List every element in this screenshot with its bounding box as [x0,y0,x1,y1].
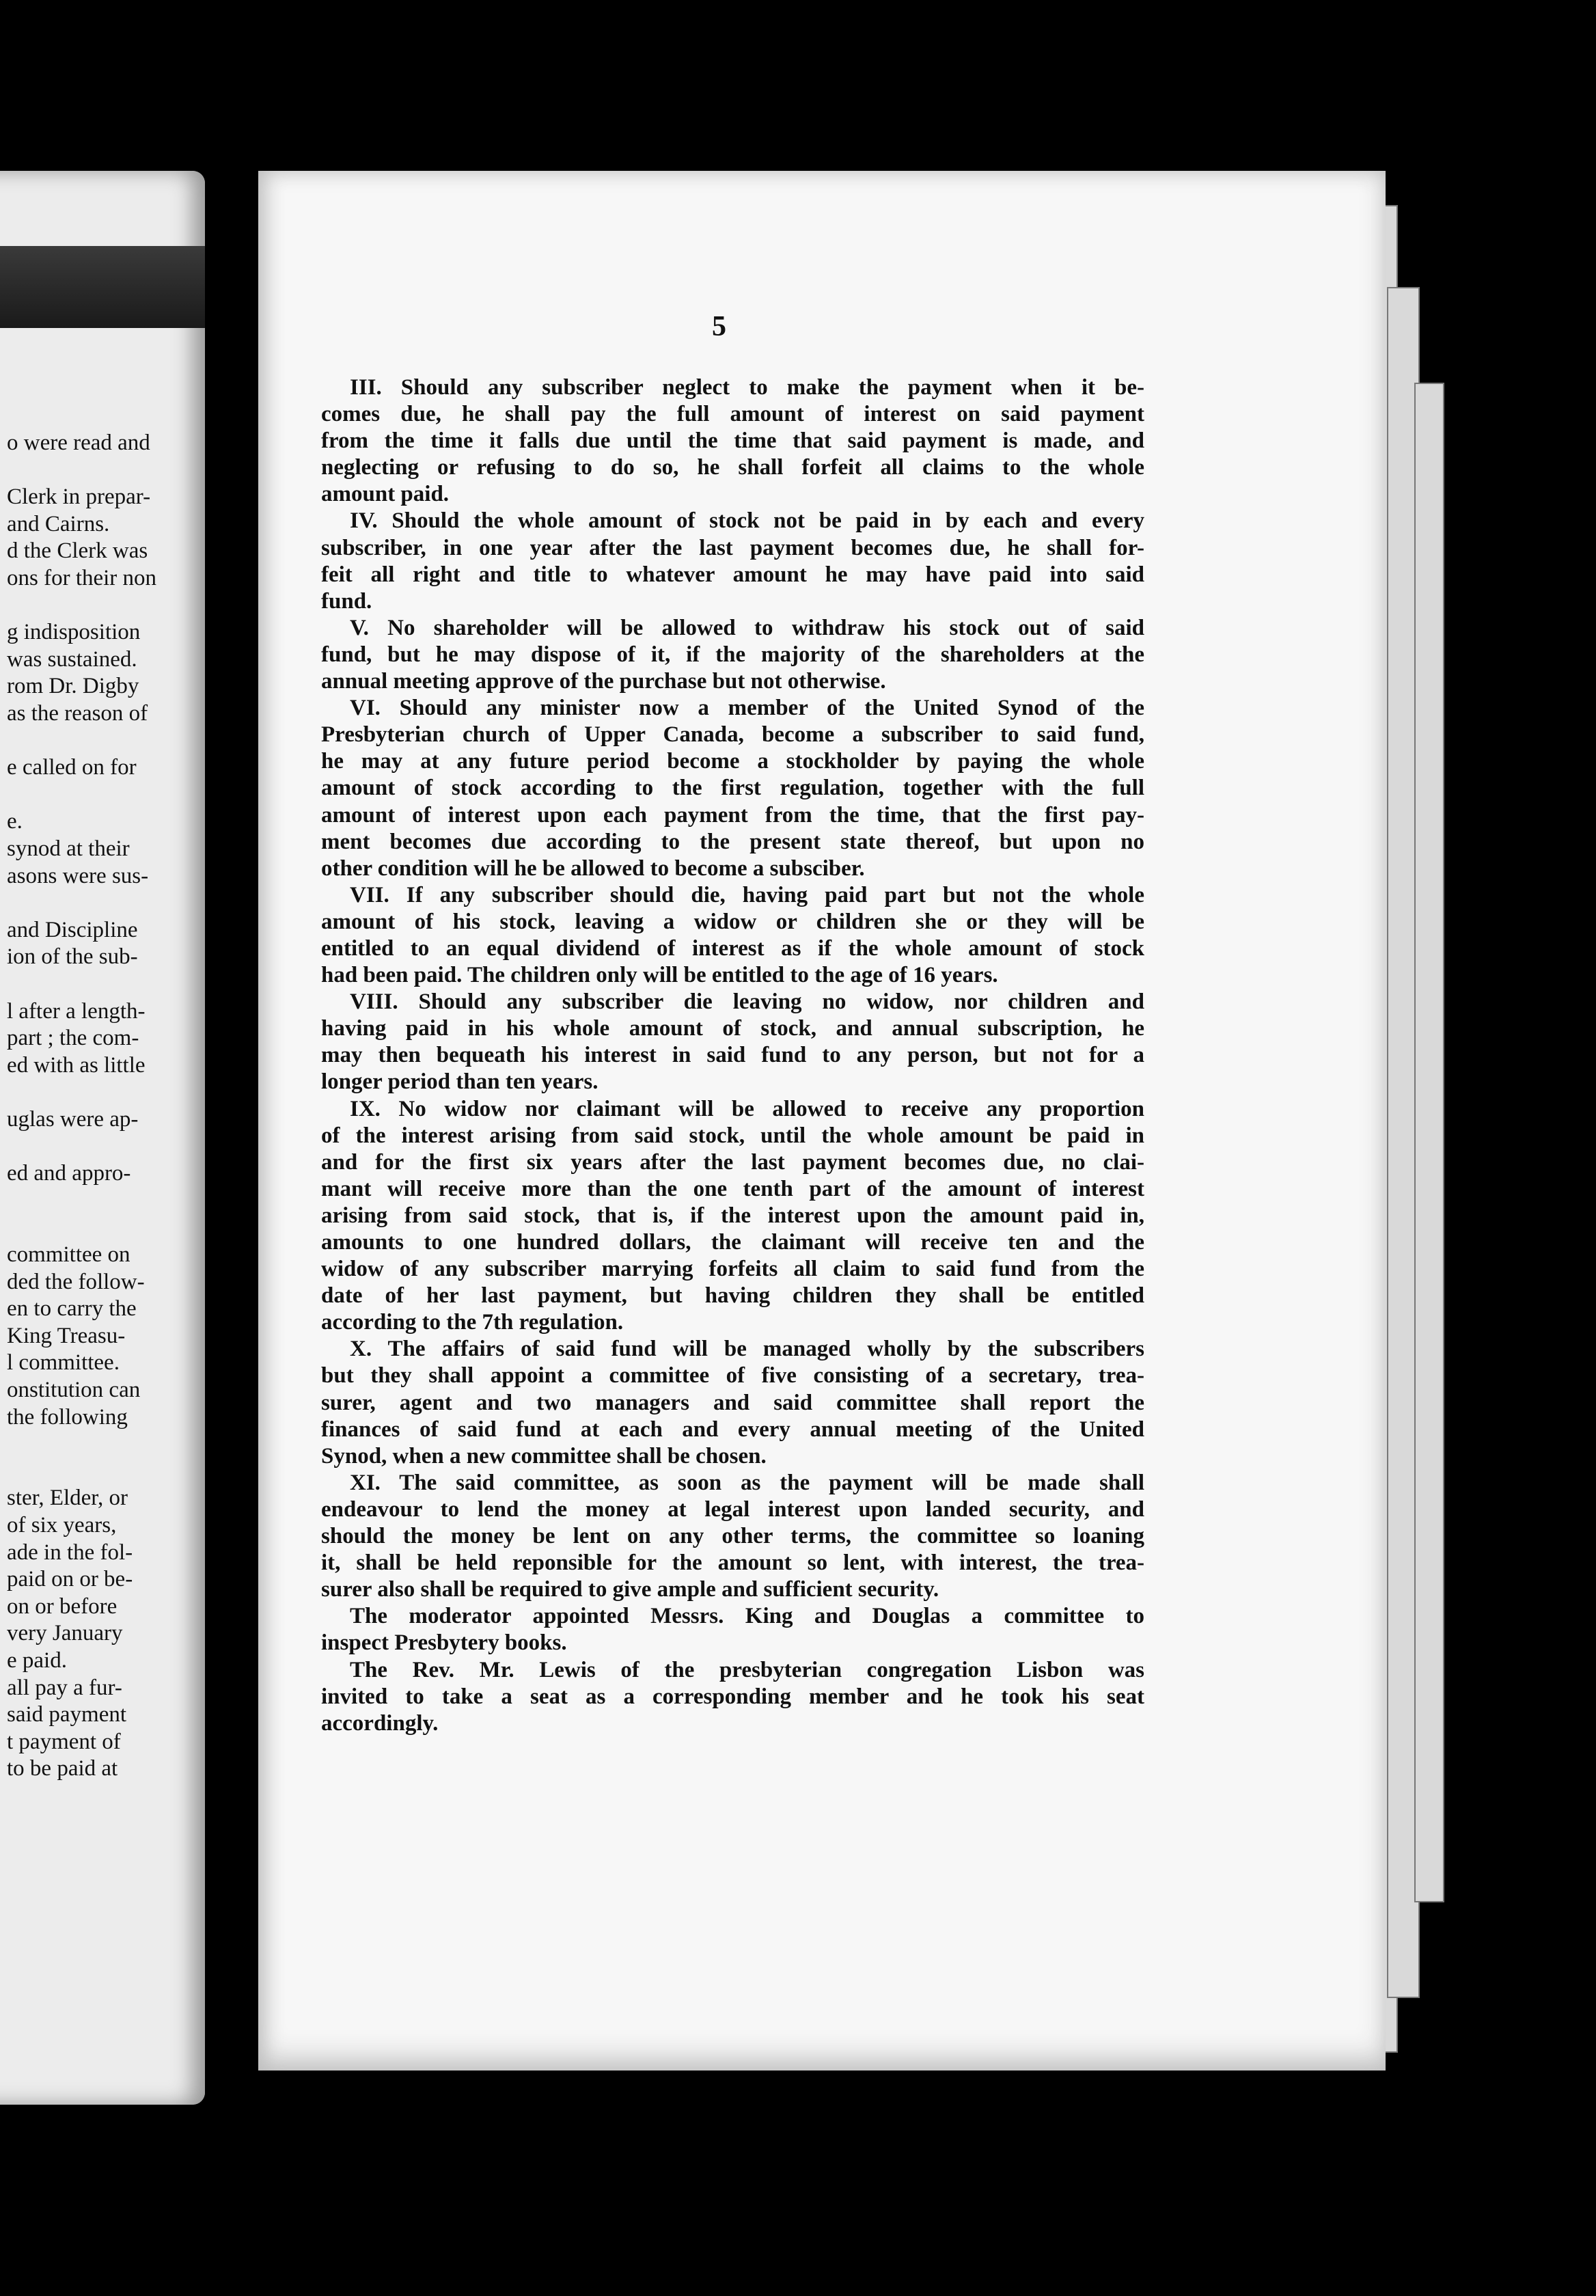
text-line: and for the first six years after the last payment becomes due, no clai- [321,1149,1144,1175]
left-page-line: o were read and [7,430,150,455]
text-line: arising from said stock, that is, if the interest upon the amount paid in, [321,1203,1144,1228]
text-line: comes due, he shall pay the full amount of interest on said payment [321,402,1144,427]
text-line: amount of his stock, leaving a widow or children she or they will be [321,909,1144,934]
text-line: but they shall appoint a committee of five consisting of a secretary, trea- [321,1363,1144,1389]
left-page-dark-edge [0,246,205,328]
text-line: surer also shall be required to give ample and sufficient security. [321,1577,939,1602]
paragraph [321,1657,1144,1737]
text-line: fund. [321,588,372,614]
text-line: VIII. Should any subscriber die leaving no widow, nor children and [350,989,1144,1015]
left-page-line: e paid. [7,1648,67,1673]
left-page-line: uglas were ap- [7,1107,139,1132]
paragraph [321,374,1144,508]
text-line: longer period than ten years. [321,1069,598,1095]
text-line: IV. Should the whole amount of stock not be paid in by each and every [350,508,1144,534]
left-page-line: and Discipline [7,917,138,942]
text-line: amount paid. [321,482,450,507]
left-page-line: e called on for [7,755,137,780]
text-line: amount of interest upon each payment from the time, that the first pay- [321,802,1144,828]
paragraph [321,1603,1144,1656]
left-page-line: t payment of [7,1729,121,1754]
text-line: had been paid. The children only will be entitled to the age of 16 years. [321,963,998,988]
text-line: he may at any future period become a stockholder by paying the whole [321,749,1144,774]
text-line: should the money be lent on any other terms, the committee so loaning [321,1524,1144,1549]
paragraph [321,1096,1144,1337]
left-page-line: ed and appro- [7,1161,131,1186]
text-line: of the interest arising from said stock, until the whole amount be paid in [321,1123,1144,1148]
left-page-line: as the reason of [7,701,148,726]
text-line: VII. If any subscriber should die, having paid part but not the whole [350,882,1144,907]
left-page-line: all pay a fur- [7,1675,122,1700]
text-line: neglecting or refusing to do so, he shall forfeit all claims to the whole [321,455,1144,480]
left-page-line: said payment [7,1702,127,1727]
left-page-line: to be paid at [7,1756,118,1781]
text-line: III. Should any subscriber neglect to make the payment when it be- [350,375,1144,400]
text-line: date of her last payment, but having children they shall be entitled [321,1283,1144,1309]
left-page-line: synod at their [7,836,130,861]
text-line: subscriber, in one year after the last payment becomes due, he shall for- [321,535,1144,560]
left-page-line: d the Clerk was [7,538,148,564]
left-page-line: part ; the com- [7,1026,139,1051]
left-page-line: committee on [7,1242,130,1267]
left-page-line: of six years, [7,1513,117,1538]
left-page-line: ded the follow- [7,1269,145,1294]
text-line: surer, agent and two managers and said committee shall report the [321,1390,1144,1415]
left-page-line: en to carry the [7,1296,137,1322]
left-page-line: e. [7,809,23,834]
page-number: 5 [712,311,726,342]
left-page-line: l after a length- [7,998,146,1024]
text-line: invited to take a seat as a corresponding member and he took his seat [321,1684,1144,1709]
text-line: may then bequeath his interest in said fund to any person, but not for a [321,1043,1144,1068]
paragraph [321,1470,1144,1603]
left-page-line: ons for their non [7,566,157,590]
paragraph [321,989,1144,1095]
text-line: accordingly. [321,1710,439,1736]
left-page-line: very January [7,1621,123,1646]
text-line: annual meeting approve of the purchase but not otherwise. [321,669,886,694]
text-line: Synod, when a new committee shall be chosen. [321,1443,767,1468]
text-line: feit all right and title to whatever amount he may have paid into said [321,562,1144,587]
text-line: X. The affairs of said fund will be managed wholly by the subscribers [350,1337,1144,1362]
text-line: mant will receive more than the one tenth part of the amount of interest [321,1176,1144,1201]
page-edge-stack [1414,383,1444,1902]
text-line: inspect Presbytery books. [321,1630,567,1656]
text-line: VI. Should any minister now a member of the United Synod of the [350,696,1144,721]
left-page-line: l committee. [7,1350,120,1376]
left-page-line: g indisposition [7,620,141,645]
left-page-line: on or before [7,1594,118,1619]
left-page-line: Clerk in prepar- [7,484,151,510]
text-line: according to the 7th regulation. [321,1310,624,1335]
text-line: fund, but he may dispose of it, if the majority of the shareholders at the [321,642,1144,667]
text-line: The Rev. Mr. Lewis of the presbyterian congregation Lisbon was [350,1657,1144,1682]
text-line: having paid in his whole amount of stock, and annual subscription, he [321,1016,1144,1041]
text-line: ment becomes due according to the present state thereof, but upon no [321,829,1144,854]
paragraph [321,1336,1144,1469]
left-page-line: rom Dr. Digby [7,674,139,699]
paragraph [321,882,1144,989]
text-line: entitled to an equal dividend of interest as if the whole amount of stock [321,935,1144,961]
left-page-line: ade in the fol- [7,1540,133,1565]
left-page-line: King Treasu- [7,1323,126,1348]
left-page-line: asons were sus- [7,863,149,888]
paragraph [321,615,1144,695]
body-text [321,374,1144,1737]
text-line: XI. The said committee, as soon as the payment will be made shall [350,1470,1144,1495]
left-page-line: ster, Elder, or [7,1486,128,1511]
left-page-line: ed with as little [7,1052,146,1078]
text-line: endeavour to lend the money at legal interest upon landed security, and [321,1496,1144,1522]
text-line: amount of stock according to the first regulation, together with the full [321,776,1144,801]
text-line: other condition will he be allowed to become a subsciber. [321,856,865,881]
text-line: Presbyterian church of Upper Canada, become a subscriber to said fund, [321,722,1144,748]
text-line: The moderator appointed Messrs. King and Douglas a committee to [350,1604,1144,1629]
text-line: amounts to one hundred dollars, the claimant will receive ten and the [321,1230,1144,1255]
left-page-line: the following [7,1404,128,1430]
left-page-line: and Cairns. [7,511,110,536]
text-line: from the time it falls due until the time that said payment is made, and [321,428,1144,454]
left-page-line: was sustained. [7,646,137,672]
left-facing-page [0,171,205,2105]
text-line: IX. No widow nor claimant will be allowed to receive any proportion [350,1096,1144,1121]
text-line: V. No shareholder will be allowed to withdraw his stock out of said [350,615,1144,640]
text-line: it, shall be held reponsible for the amount so lent, with interest, the trea- [321,1550,1144,1576]
paragraph [321,695,1144,882]
left-page-line: onstitution can [7,1378,141,1402]
text-line: widow of any subscriber marrying forfeits all claim to said fund from the [321,1257,1144,1282]
left-page-line: ion of the sub- [7,944,138,970]
text-line: finances of said fund at each and every annual meeting of the United [321,1417,1144,1442]
paragraph [321,508,1144,614]
left-page-line: paid on or be- [7,1567,133,1592]
